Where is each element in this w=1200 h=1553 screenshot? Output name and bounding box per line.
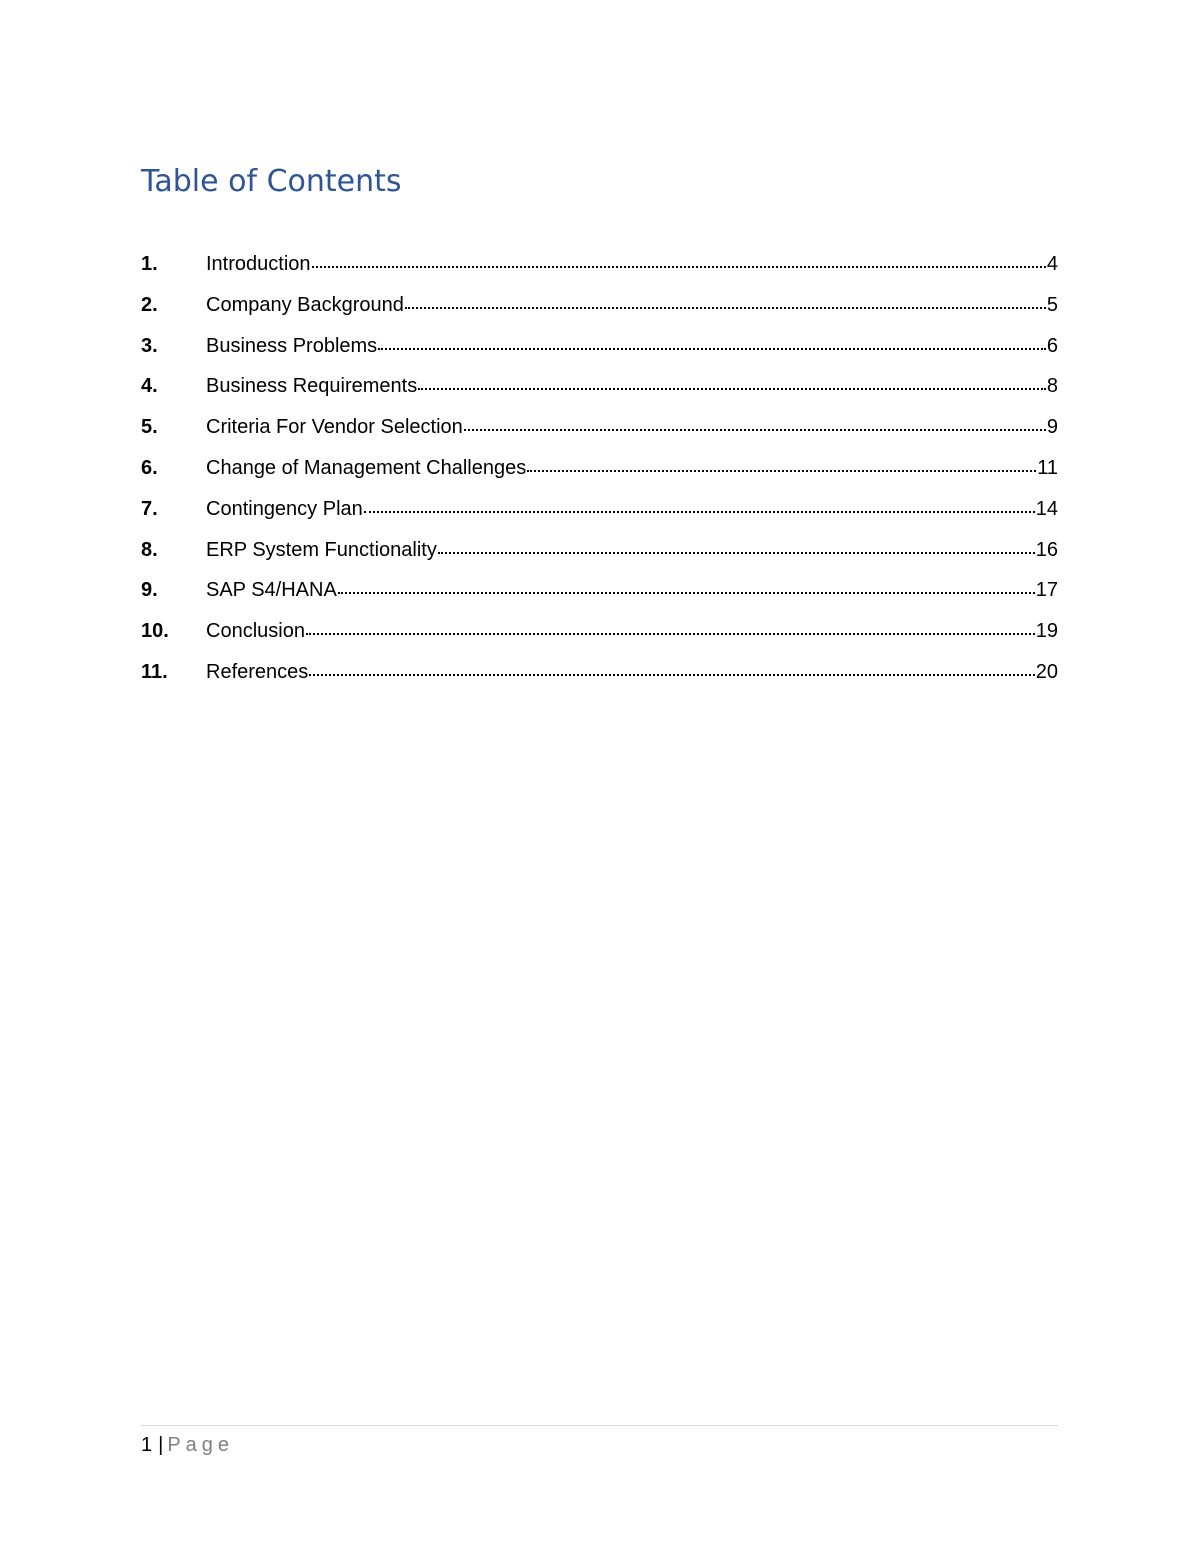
toc-entry-page: 6 (1046, 334, 1058, 357)
toc-entry[interactable] (141, 574, 1058, 615)
toc-entry-number: 5. (141, 416, 158, 439)
toc-dot-leader (309, 658, 1034, 678)
toc-entry-title: Business Requirements (206, 375, 418, 398)
footer-separator: | (158, 1434, 164, 1456)
toc-entry[interactable] (141, 452, 1058, 493)
toc-entry-page: 9 (1046, 416, 1058, 439)
toc-entry[interactable] (141, 534, 1058, 575)
toc-dot-leader (438, 536, 1035, 556)
toc-dot-leader (405, 291, 1046, 311)
toc-entry-number: 2. (141, 293, 158, 316)
toc-entry-page: 11 (1037, 456, 1058, 479)
toc-heading: Table of Contents (141, 164, 402, 199)
toc-entry[interactable] (141, 248, 1058, 289)
toc-entry[interactable] (141, 493, 1058, 534)
toc-entry-title: Company Background (206, 293, 404, 316)
toc-entry-page: 19 (1035, 620, 1058, 643)
toc-entry[interactable] (141, 656, 1058, 697)
toc-dot-leader (312, 250, 1046, 270)
toc-entry-page: 17 (1035, 579, 1058, 602)
toc-dot-leader (418, 372, 1046, 392)
toc-entry-number: 3. (141, 334, 158, 357)
toc-entry-page: 14 (1035, 497, 1058, 520)
toc-entry-number: 11. (141, 660, 168, 683)
toc-entry[interactable] (141, 411, 1058, 452)
toc-entry-number: 6. (141, 456, 158, 479)
toc-entry-title: Business Problems (206, 334, 378, 357)
toc-entry-title: Criteria For Vendor Selection (206, 416, 463, 439)
toc-dot-leader (338, 576, 1035, 596)
toc-dot-leader (527, 454, 1036, 474)
toc-entry-number: 1. (141, 253, 158, 275)
toc-entry-title: Conclusion (206, 620, 305, 643)
toc-dot-leader (464, 413, 1046, 433)
toc-entry-title: References (206, 660, 309, 683)
toc-entry-number: 9. (141, 579, 158, 602)
toc-entry-title: Change of Management Challenges (206, 456, 527, 479)
toc-entry-title: Introduction (206, 253, 311, 275)
toc-entry-page: 5 (1046, 293, 1058, 316)
toc-entry-number: 8. (141, 538, 158, 561)
toc-entry[interactable] (141, 615, 1058, 656)
toc-entry-number: 10. (141, 620, 169, 643)
toc-dot-leader (378, 332, 1046, 352)
toc-entry[interactable] (141, 330, 1058, 371)
toc-list (141, 248, 1058, 697)
footer-page-label: Page (167, 1434, 235, 1456)
toc-entry[interactable] (141, 289, 1058, 330)
toc-entry-title: Contingency Plan (206, 497, 363, 520)
footer-page-number: 1 (141, 1434, 153, 1456)
toc-entry-title: SAP S4/HANA (206, 579, 337, 602)
toc-dot-leader (306, 617, 1035, 637)
toc-entry[interactable] (141, 370, 1058, 411)
toc-entry-page: 16 (1035, 538, 1058, 561)
toc-entry-page: 20 (1035, 660, 1058, 683)
toc-entry-page: 8 (1046, 375, 1058, 398)
footer-divider (141, 1425, 1058, 1426)
toc-entry-title: ERP System Functionality (206, 538, 437, 561)
toc-entry-number: 7. (141, 497, 158, 520)
toc-entry-page: 4 (1046, 253, 1058, 275)
toc-entry-number: 4. (141, 375, 158, 398)
page-footer (141, 1431, 234, 1459)
toc-dot-leader (364, 495, 1035, 515)
